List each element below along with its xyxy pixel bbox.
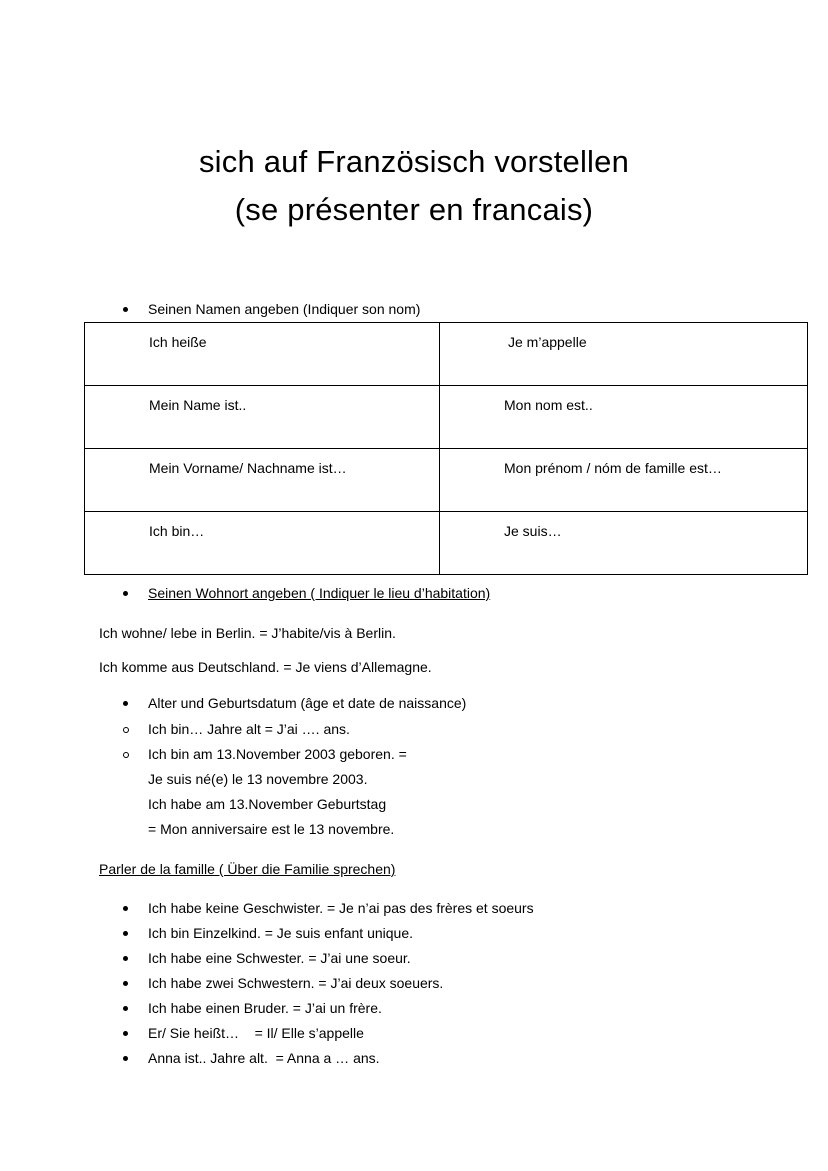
table-row bbox=[85, 386, 808, 449]
bullet-icon bbox=[123, 906, 128, 911]
bullet-icon bbox=[123, 931, 128, 936]
bullet-icon bbox=[123, 1056, 128, 1061]
residence-line: Ich komme aus Deutschland. = Je viens d’Allemagne. bbox=[99, 659, 432, 675]
title-line-1: sich auf Französisch vorstellen bbox=[198, 144, 630, 179]
section-family-heading: Parler de la famille ( Über die Familie sprechen) bbox=[99, 861, 396, 877]
bullet-icon bbox=[123, 956, 128, 961]
page-title bbox=[0, 138, 828, 234]
family-item: Ich habe eine Schwester. = J’ai une soeur. bbox=[148, 950, 411, 966]
table-row bbox=[85, 512, 808, 575]
bullet-icon bbox=[123, 307, 128, 312]
section-name-heading: Seinen Namen angeben (Indiquer son nom) bbox=[148, 301, 421, 317]
family-item: Ich habe einen Bruder. = J’ai un frère. bbox=[148, 1000, 382, 1016]
table-cell-de: Ich bin… bbox=[85, 512, 440, 575]
table-cell-de: Mein Name ist.. bbox=[85, 386, 440, 449]
table-row bbox=[85, 323, 808, 386]
residence-line: Ich wohne/ lebe in Berlin. = J’habite/vis à Berlin. bbox=[99, 625, 396, 641]
bullet-icon bbox=[123, 981, 128, 986]
family-item: Ich habe zwei Schwestern. = J’ai deux soeuers. bbox=[148, 975, 444, 991]
age-item: Ich bin… Jahre alt = J’ai …. ans. bbox=[148, 721, 350, 737]
bullet-icon bbox=[123, 1031, 128, 1036]
table-cell-fr: Mon prénom / nóm de famille est… bbox=[440, 449, 808, 512]
section-residence-heading: Seinen Wohnort angeben ( Indiquer le lieu d’habitation) bbox=[148, 585, 491, 601]
birth-line: Ich habe am 13.November Geburtstag bbox=[148, 796, 387, 812]
table-cell-fr: Je suis… bbox=[440, 512, 808, 575]
birth-line: = Mon anniversaire est le 13 novembre. bbox=[148, 821, 395, 837]
table-cell-de: Mein Vorname/ Nachname ist… bbox=[85, 449, 440, 512]
bullet-icon bbox=[123, 1006, 128, 1011]
bullet-icon bbox=[123, 591, 128, 596]
bullet-icon bbox=[123, 701, 128, 706]
sub-bullet-icon bbox=[123, 752, 129, 758]
birth-line: Ich bin am 13.November 2003 geboren. = bbox=[148, 746, 407, 762]
family-item: Er/ Sie heißt… = Il/ Elle s’appelle bbox=[148, 1025, 364, 1041]
sub-bullet-icon bbox=[123, 727, 129, 733]
table-cell-fr: Je m’appelle bbox=[440, 323, 808, 386]
table-cell-de: Ich heiße bbox=[85, 323, 440, 386]
table-row bbox=[85, 449, 808, 512]
family-item: Ich habe keine Geschwister. = Je n’ai pas des frères et soeurs bbox=[148, 900, 534, 916]
family-item: Ich bin Einzelkind. = Je suis enfant unique. bbox=[148, 925, 414, 941]
title-line-2: (se présenter en francais) bbox=[234, 192, 594, 227]
family-item: Anna ist.. Jahre alt. = Anna a … ans. bbox=[148, 1050, 380, 1066]
name-vocabulary-table bbox=[84, 322, 808, 575]
birth-line: Je suis né(e) le 13 novembre 2003. bbox=[148, 771, 368, 787]
table-cell-fr: Mon nom est.. bbox=[440, 386, 808, 449]
section-age-heading: Alter und Geburtsdatum (âge et date de naissance) bbox=[148, 695, 467, 711]
